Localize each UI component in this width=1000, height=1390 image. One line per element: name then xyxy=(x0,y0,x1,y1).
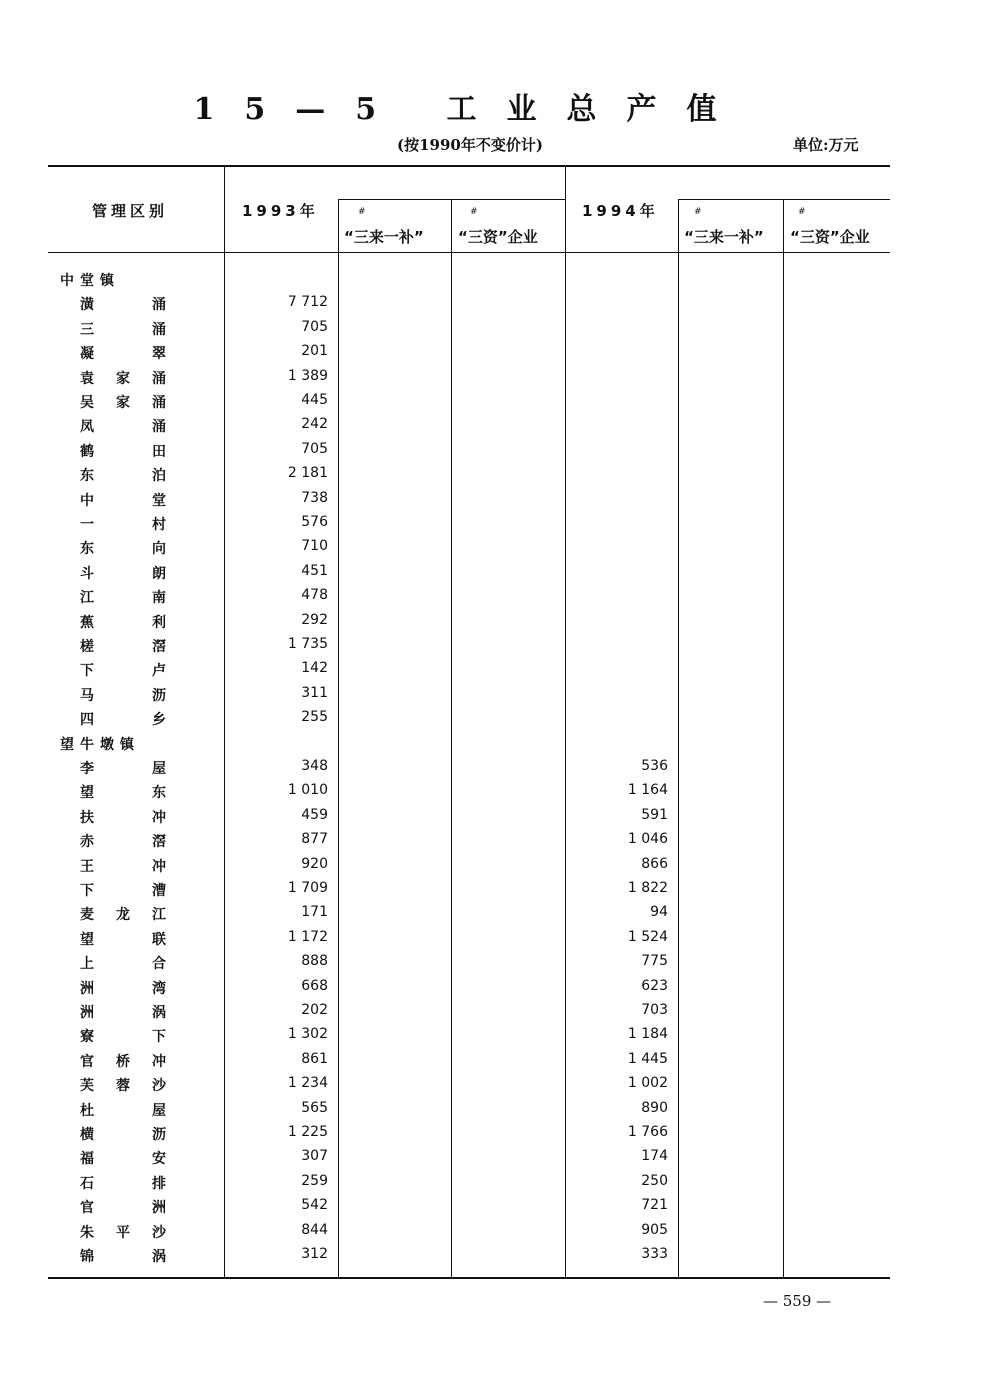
value-1994: 1 184 xyxy=(627,1026,668,1043)
row-name: 望东 xyxy=(80,785,166,802)
row-name: 横沥 xyxy=(80,1127,166,1143)
table-row xyxy=(0,978,1000,1002)
table-row xyxy=(0,880,1000,904)
header-sanzi-1994: “三资”企业 xyxy=(790,228,870,246)
table-row xyxy=(0,1100,1000,1124)
table-row xyxy=(0,563,1000,587)
value-1993: 542 xyxy=(301,1197,328,1214)
row-name: 潢涌 xyxy=(80,297,166,314)
row-name: 李屋 xyxy=(80,761,166,777)
table-row xyxy=(0,587,1000,611)
row-name: 洲涡 xyxy=(80,1005,166,1021)
value-1993: 171 xyxy=(301,904,328,921)
value-1994: 890 xyxy=(641,1099,668,1116)
table-bottom-rule xyxy=(48,1277,890,1279)
value-1993: 738 xyxy=(301,489,328,506)
header-mark-sanzi-1993: # xyxy=(470,207,478,217)
row-name: 官桥冲 xyxy=(80,1053,166,1070)
row-name: 洲湾 xyxy=(80,980,166,997)
row-name: 福安 xyxy=(80,1151,166,1168)
header-region: 管理区别 xyxy=(92,202,169,220)
value-1993: 705 xyxy=(301,440,328,457)
table-row xyxy=(0,1246,1000,1270)
value-1993: 576 xyxy=(301,514,328,530)
value-1994: 721 xyxy=(641,1197,668,1214)
group-row xyxy=(0,734,1000,758)
row-name: 三涌 xyxy=(80,321,166,338)
row-name: 蕉利 xyxy=(80,614,166,631)
value-1993: 348 xyxy=(301,758,328,774)
table-row xyxy=(0,612,1000,636)
value-1993: 1 225 xyxy=(287,1124,328,1140)
header-sanlai-1994: “三来一补” xyxy=(684,228,764,246)
row-name: 东泊 xyxy=(80,468,166,485)
table-row xyxy=(0,660,1000,684)
row-name: 鹤田 xyxy=(80,443,166,460)
row-name: 中堂镇 xyxy=(60,273,120,289)
value-1993: 201 xyxy=(301,343,328,360)
value-1993: 7 712 xyxy=(287,294,328,311)
table-row xyxy=(0,929,1000,953)
table-row xyxy=(0,758,1000,782)
value-1993: 255 xyxy=(301,709,328,726)
value-1994: 1 445 xyxy=(627,1050,668,1067)
value-1993: 292 xyxy=(301,611,328,628)
row-name: 麦龙江 xyxy=(80,907,166,924)
table-row xyxy=(0,856,1000,880)
table-row xyxy=(0,953,1000,977)
value-1993: 202 xyxy=(301,1002,328,1018)
page-number: — 559 — xyxy=(763,1292,832,1310)
value-1993: 565 xyxy=(301,1099,328,1116)
table-row xyxy=(0,294,1000,318)
value-1993: 877 xyxy=(301,831,328,848)
table-row xyxy=(0,636,1000,660)
value-1994: 333 xyxy=(641,1246,668,1262)
table-row xyxy=(0,441,1000,465)
value-1993: 1 010 xyxy=(287,782,328,799)
value-1993: 888 xyxy=(301,953,328,970)
table-row xyxy=(0,392,1000,416)
row-name: 朱平沙 xyxy=(80,1224,166,1241)
value-1994: 775 xyxy=(641,953,668,970)
row-name: 寮下 xyxy=(80,1029,166,1046)
row-name: 斗朗 xyxy=(80,565,166,582)
value-1994: 174 xyxy=(641,1148,668,1165)
table-row xyxy=(0,1075,1000,1099)
table-row xyxy=(0,1173,1000,1197)
value-1994: 905 xyxy=(641,1221,668,1238)
table-row xyxy=(0,709,1000,733)
table-row xyxy=(0,1222,1000,1246)
table-row xyxy=(0,807,1000,831)
row-name: 凤涌 xyxy=(80,419,166,436)
row-name: 扶冲 xyxy=(80,809,166,826)
value-1993: 259 xyxy=(301,1172,328,1189)
table-row xyxy=(0,782,1000,806)
value-1994: 94 xyxy=(650,904,668,921)
value-1994: 703 xyxy=(641,1002,668,1018)
row-name: 石排 xyxy=(80,1175,166,1192)
table-row xyxy=(0,685,1000,709)
table-row xyxy=(0,368,1000,392)
row-name: 官洲 xyxy=(80,1200,166,1217)
row-name: 一村 xyxy=(80,517,166,533)
table-row xyxy=(0,831,1000,855)
value-1993: 242 xyxy=(301,416,328,433)
value-1994: 1 046 xyxy=(627,831,668,848)
value-1993: 1 735 xyxy=(287,636,328,652)
value-1993: 1 389 xyxy=(287,367,328,384)
value-1994: 1 766 xyxy=(627,1124,668,1140)
table-row xyxy=(0,465,1000,489)
value-1993: 705 xyxy=(301,318,328,335)
table-row xyxy=(0,1026,1000,1050)
row-name: 望联 xyxy=(80,931,166,948)
unit-label: 单位:万元 xyxy=(793,136,859,154)
row-name: 王冲 xyxy=(80,858,166,875)
row-name: 杜屋 xyxy=(80,1102,166,1119)
value-1993: 312 xyxy=(301,1246,328,1262)
value-1994: 866 xyxy=(641,855,668,872)
header-sanzi-1993: “三资”企业 xyxy=(458,228,538,246)
header-year-1993: 1993年 xyxy=(242,202,319,220)
table-row xyxy=(0,343,1000,367)
table-row xyxy=(0,1148,1000,1172)
value-1993: 459 xyxy=(301,806,328,823)
value-1993: 311 xyxy=(301,684,328,701)
page-subtitle: (按1990年不变价计) xyxy=(397,136,543,154)
table-row xyxy=(0,904,1000,928)
row-name: 袁家涌 xyxy=(80,370,166,387)
row-name: 东向 xyxy=(80,541,166,558)
value-1994: 1 524 xyxy=(627,928,668,945)
header-sanlai-1993: “三来一补” xyxy=(344,228,424,246)
row-name: 下漕 xyxy=(80,883,166,899)
subheader-rule-1994 xyxy=(678,199,890,200)
value-1993: 710 xyxy=(301,538,328,555)
value-1993: 844 xyxy=(301,1221,328,1238)
value-1993: 445 xyxy=(301,392,328,408)
table-row xyxy=(0,538,1000,562)
row-name: 四乡 xyxy=(80,712,166,729)
table-row xyxy=(0,416,1000,440)
value-1994: 1 164 xyxy=(627,782,668,799)
header-mark-sanlai-1993: # xyxy=(358,207,366,217)
table-top-rule xyxy=(48,165,890,167)
value-1993: 1 709 xyxy=(287,880,328,896)
row-name: 锦涡 xyxy=(80,1249,166,1265)
value-1994: 536 xyxy=(641,758,668,774)
value-1993: 451 xyxy=(301,562,328,579)
row-name: 凝翠 xyxy=(80,346,166,363)
row-name: 下卢 xyxy=(80,663,166,680)
header-mark-sanlai-1994: # xyxy=(694,207,702,217)
table-row xyxy=(0,490,1000,514)
value-1993: 478 xyxy=(301,587,328,604)
value-1994: 591 xyxy=(641,806,668,823)
group-row xyxy=(0,270,1000,294)
row-name: 江南 xyxy=(80,590,166,607)
value-1993: 2 181 xyxy=(287,465,328,482)
row-name: 吴家涌 xyxy=(80,395,166,411)
value-1993: 920 xyxy=(301,855,328,872)
value-1993: 1 234 xyxy=(287,1075,328,1092)
value-1993: 861 xyxy=(301,1050,328,1067)
table-row xyxy=(0,319,1000,343)
row-name: 槎滘 xyxy=(80,639,166,655)
table-row xyxy=(0,1051,1000,1075)
value-1993: 668 xyxy=(301,977,328,994)
value-1993: 1 302 xyxy=(287,1026,328,1043)
value-1993: 142 xyxy=(301,660,328,677)
page-title: 15—5 工业总产值 xyxy=(193,92,747,127)
row-name: 赤滘 xyxy=(80,834,166,851)
row-name: 上合 xyxy=(80,956,166,973)
table-row xyxy=(0,1124,1000,1148)
table-row xyxy=(0,514,1000,538)
value-1993: 307 xyxy=(301,1148,328,1165)
value-1993: 1 172 xyxy=(287,928,328,945)
row-name: 中堂 xyxy=(80,492,166,509)
row-name: 芙蓉沙 xyxy=(80,1078,166,1095)
value-1994: 250 xyxy=(641,1172,668,1189)
value-1994: 623 xyxy=(641,977,668,994)
row-name: 望牛墩镇 xyxy=(60,736,140,753)
value-1994: 1 002 xyxy=(627,1075,668,1092)
value-1994: 1 822 xyxy=(627,880,668,896)
header-mark-sanzi-1994: # xyxy=(798,207,806,217)
header-year-1994: 1994年 xyxy=(582,202,659,220)
table-row xyxy=(0,1002,1000,1026)
row-name: 马沥 xyxy=(80,687,166,704)
header-bottom-rule xyxy=(48,252,890,253)
table-row xyxy=(0,1197,1000,1221)
